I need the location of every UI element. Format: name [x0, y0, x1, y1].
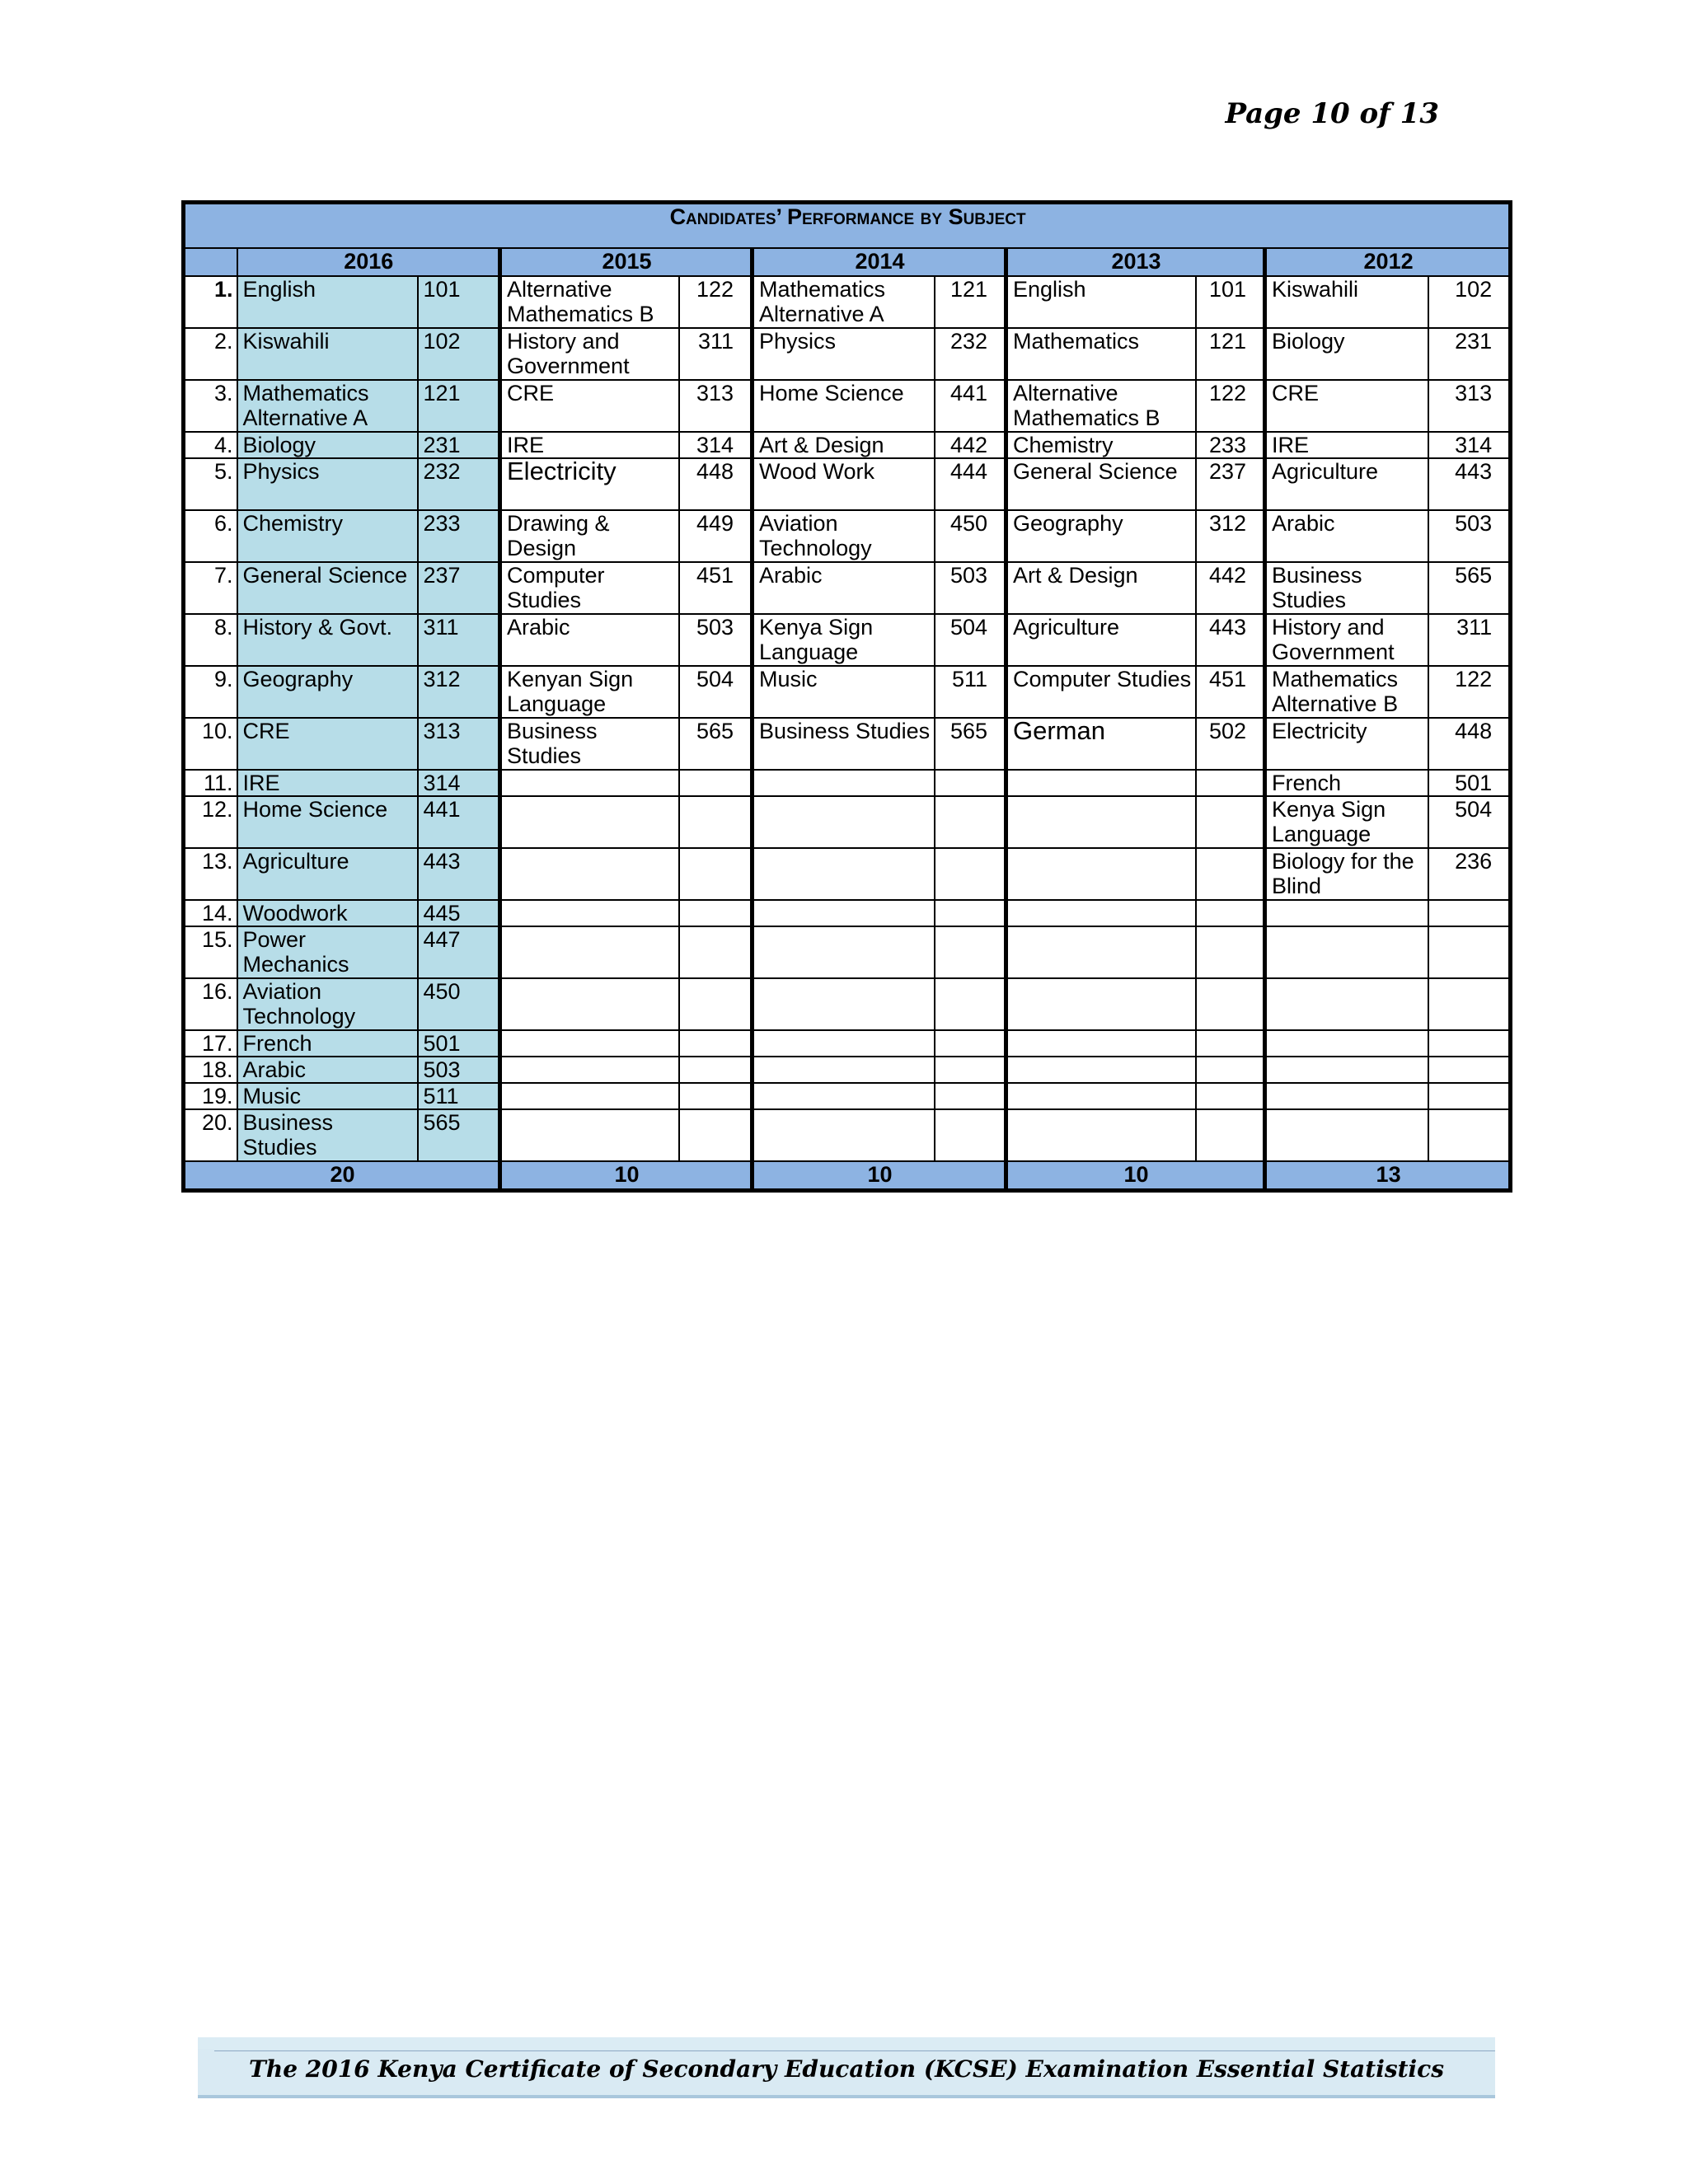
code-2016: 232	[418, 458, 500, 510]
subject-2015	[500, 900, 679, 926]
subject-2013: Chemistry	[1006, 432, 1196, 458]
subject-2015	[500, 848, 679, 900]
code-2014: 442	[935, 432, 1006, 458]
total-2014: 10	[753, 1161, 1006, 1191]
subject-2016: Mathematics Alternative A	[237, 380, 418, 432]
subject-2016: English	[237, 276, 418, 328]
subject-2016: General Science	[237, 562, 418, 614]
subject-2012: Electricity	[1265, 718, 1428, 770]
row-number: 8.	[184, 614, 237, 666]
code-2013	[1196, 1109, 1265, 1161]
subject-2013: Geography	[1006, 510, 1196, 562]
code-2013: 237	[1196, 458, 1265, 510]
code-2015	[679, 848, 753, 900]
table-row	[184, 978, 1511, 1030]
row-number: 12.	[184, 796, 237, 848]
table-row	[184, 1057, 1511, 1083]
code-2012: 501	[1428, 770, 1511, 796]
row-number: 13.	[184, 848, 237, 900]
row-number: 10.	[184, 718, 237, 770]
subject-2016: Aviation Technology	[237, 978, 418, 1030]
subject-2014	[753, 900, 935, 926]
table-title: Candidates’ Performance by Subject	[184, 203, 1511, 249]
subject-2016: Woodwork	[237, 900, 418, 926]
code-2014	[935, 1083, 1006, 1109]
code-2016: 511	[418, 1083, 500, 1109]
table-row	[184, 926, 1511, 978]
subject-2014	[753, 978, 935, 1030]
subject-2012: Kiswahili	[1265, 276, 1428, 328]
code-2016: 447	[418, 926, 500, 978]
code-2013: 233	[1196, 432, 1265, 458]
subject-2015	[500, 978, 679, 1030]
total-2015: 10	[500, 1161, 753, 1191]
row-number: 2.	[184, 328, 237, 380]
code-2016: 314	[418, 770, 500, 796]
code-2015	[679, 926, 753, 978]
code-2012: 504	[1428, 796, 1511, 848]
subject-2016: History & Govt.	[237, 614, 418, 666]
subject-2012	[1265, 1109, 1428, 1161]
subject-2016: French	[237, 1030, 418, 1057]
code-2012: 102	[1428, 276, 1511, 328]
row-number: 15.	[184, 926, 237, 978]
code-2013: 442	[1196, 562, 1265, 614]
subject-2015	[500, 1109, 679, 1161]
code-2014	[935, 900, 1006, 926]
subject-2014	[753, 926, 935, 978]
footer-text: The 2016 Kenya Certificate of Secondary Education (KCSE) Examination Essential Statistics	[249, 2055, 1444, 2083]
subject-2014	[753, 1109, 935, 1161]
table-row	[184, 562, 1511, 614]
subject-2013	[1006, 1057, 1196, 1083]
subject-2014: Art & Design	[753, 432, 935, 458]
table-row	[184, 1030, 1511, 1057]
code-2016: 443	[418, 848, 500, 900]
year-header-2016: 2016	[237, 248, 500, 276]
code-2013: 443	[1196, 614, 1265, 666]
code-2016: 311	[418, 614, 500, 666]
subject-2014: Arabic	[753, 562, 935, 614]
subject-2014	[753, 1030, 935, 1057]
subject-2012: CRE	[1265, 380, 1428, 432]
subject-2013: Agriculture	[1006, 614, 1196, 666]
code-2016: 441	[418, 796, 500, 848]
code-2012	[1428, 1109, 1511, 1161]
subject-2014	[753, 1083, 935, 1109]
code-2013: 502	[1196, 718, 1265, 770]
code-2012	[1428, 1083, 1511, 1109]
subject-2016: Arabic	[237, 1057, 418, 1083]
table-row	[184, 510, 1511, 562]
row-number: 17.	[184, 1030, 237, 1057]
code-2014	[935, 796, 1006, 848]
subject-2015: Computer Studies	[500, 562, 679, 614]
code-2015: 313	[679, 380, 753, 432]
code-2016: 237	[418, 562, 500, 614]
subject-2015: Alternative Mathematics B	[500, 276, 679, 328]
code-2012	[1428, 1030, 1511, 1057]
subject-2013: Alternative Mathematics B	[1006, 380, 1196, 432]
table-row	[184, 1109, 1511, 1161]
subject-2015	[500, 1030, 679, 1057]
code-2014: 450	[935, 510, 1006, 562]
code-2016: 101	[418, 276, 500, 328]
code-2012: 565	[1428, 562, 1511, 614]
subject-2013: English	[1006, 276, 1196, 328]
subject-2015	[500, 1057, 679, 1083]
code-2015	[679, 1109, 753, 1161]
subject-2014	[753, 770, 935, 796]
subject-2014: Aviation Technology	[753, 510, 935, 562]
code-2015: 311	[679, 328, 753, 380]
code-2014: 503	[935, 562, 1006, 614]
table-row	[184, 432, 1511, 458]
subject-2013	[1006, 1030, 1196, 1057]
code-2012: 311	[1428, 614, 1511, 666]
subject-2016: Physics	[237, 458, 418, 510]
subject-2015: CRE	[500, 380, 679, 432]
footer-rule	[214, 2050, 1495, 2051]
subject-2014: Business Studies	[753, 718, 935, 770]
year-header-2012: 2012	[1265, 248, 1511, 276]
subject-2015: Kenyan Sign Language	[500, 666, 679, 718]
code-2015	[679, 900, 753, 926]
row-number: 16.	[184, 978, 237, 1030]
code-2015	[679, 1083, 753, 1109]
code-2012: 503	[1428, 510, 1511, 562]
code-2016: 313	[418, 718, 500, 770]
subject-2015: Arabic	[500, 614, 679, 666]
subject-2013	[1006, 926, 1196, 978]
subject-2012: History and Government	[1265, 614, 1428, 666]
code-2015: 504	[679, 666, 753, 718]
year-header-2014: 2014	[753, 248, 1006, 276]
subject-2012: Mathematics Alternative B	[1265, 666, 1428, 718]
code-2015: 314	[679, 432, 753, 458]
total-2012: 13	[1265, 1161, 1511, 1191]
subject-2012: Business Studies	[1265, 562, 1428, 614]
code-2013: 312	[1196, 510, 1265, 562]
subject-2012: Biology	[1265, 328, 1428, 380]
subject-2014: Mathematics Alternative A	[753, 276, 935, 328]
code-2013	[1196, 848, 1265, 900]
code-2013	[1196, 1030, 1265, 1057]
row-number: 5.	[184, 458, 237, 510]
code-2012: 313	[1428, 380, 1511, 432]
subject-2013	[1006, 978, 1196, 1030]
subject-2012	[1265, 1083, 1428, 1109]
footer-banner	[198, 2037, 1495, 2095]
subject-2014: Home Science	[753, 380, 935, 432]
code-2013	[1196, 926, 1265, 978]
table-row	[184, 614, 1511, 666]
subject-2016: Music	[237, 1083, 418, 1109]
subject-2015: Electricity	[500, 458, 679, 510]
total-2016: 20	[184, 1161, 500, 1191]
code-2012: 122	[1428, 666, 1511, 718]
code-2014: 511	[935, 666, 1006, 718]
table-row	[184, 328, 1511, 380]
code-2013	[1196, 900, 1265, 926]
year-header-2013: 2013	[1006, 248, 1265, 276]
subject-2013	[1006, 1083, 1196, 1109]
code-2015	[679, 1057, 753, 1083]
subject-2012: Agriculture	[1265, 458, 1428, 510]
code-2013	[1196, 1057, 1265, 1083]
table-row	[184, 380, 1511, 432]
code-2012	[1428, 978, 1511, 1030]
code-2014	[935, 1057, 1006, 1083]
code-2012: 448	[1428, 718, 1511, 770]
code-2016: 312	[418, 666, 500, 718]
table-row	[184, 770, 1511, 796]
row-number: 20.	[184, 1109, 237, 1161]
code-2015: 565	[679, 718, 753, 770]
subject-2015	[500, 770, 679, 796]
code-2012	[1428, 900, 1511, 926]
subject-2015	[500, 796, 679, 848]
performance-table	[181, 200, 1512, 1193]
row-number: 9.	[184, 666, 237, 718]
code-2014: 504	[935, 614, 1006, 666]
subject-2015	[500, 926, 679, 978]
code-2015: 122	[679, 276, 753, 328]
code-2015: 449	[679, 510, 753, 562]
code-2014	[935, 978, 1006, 1030]
subject-2015: Business Studies	[500, 718, 679, 770]
code-2016: 233	[418, 510, 500, 562]
code-2014	[935, 1030, 1006, 1057]
code-2014: 444	[935, 458, 1006, 510]
subject-2012: French	[1265, 770, 1428, 796]
subject-2013	[1006, 900, 1196, 926]
subject-2016: Geography	[237, 666, 418, 718]
table-row	[184, 900, 1511, 926]
code-2016: 231	[418, 432, 500, 458]
row-number: 18.	[184, 1057, 237, 1083]
code-2012	[1428, 1057, 1511, 1083]
row-number: 14.	[184, 900, 237, 926]
row-number: 19.	[184, 1083, 237, 1109]
subject-2012: IRE	[1265, 432, 1428, 458]
subject-2015: History and Government	[500, 328, 679, 380]
table-row	[184, 1083, 1511, 1109]
table-row	[184, 718, 1511, 770]
subject-2013: General Science	[1006, 458, 1196, 510]
subject-2013: Mathematics	[1006, 328, 1196, 380]
subject-2013: Art & Design	[1006, 562, 1196, 614]
code-2014: 441	[935, 380, 1006, 432]
code-2012: 236	[1428, 848, 1511, 900]
subject-2013	[1006, 770, 1196, 796]
code-2013: 451	[1196, 666, 1265, 718]
subject-2013: German	[1006, 718, 1196, 770]
code-2016: 445	[418, 900, 500, 926]
subject-2014: Music	[753, 666, 935, 718]
code-2013: 101	[1196, 276, 1265, 328]
subject-2013: Computer Studies	[1006, 666, 1196, 718]
subject-2012	[1265, 926, 1428, 978]
code-2016: 121	[418, 380, 500, 432]
subject-2016: Power Mechanics	[237, 926, 418, 978]
table-row	[184, 458, 1511, 510]
subject-2012: Arabic	[1265, 510, 1428, 562]
row-number: 11.	[184, 770, 237, 796]
total-2013: 10	[1006, 1161, 1265, 1191]
code-2013: 122	[1196, 380, 1265, 432]
subject-2012: Biology for the Blind	[1265, 848, 1428, 900]
code-2015: 451	[679, 562, 753, 614]
code-2014	[935, 926, 1006, 978]
code-2014	[935, 848, 1006, 900]
subject-2012	[1265, 900, 1428, 926]
code-2014	[935, 770, 1006, 796]
subject-2016: Business Studies	[237, 1109, 418, 1161]
code-2015: 448	[679, 458, 753, 510]
code-2015: 503	[679, 614, 753, 666]
subject-2015: IRE	[500, 432, 679, 458]
table-row	[184, 666, 1511, 718]
subject-2015: Drawing & Design	[500, 510, 679, 562]
subject-2016: IRE	[237, 770, 418, 796]
code-2016: 501	[418, 1030, 500, 1057]
subject-2016: Agriculture	[237, 848, 418, 900]
row-number: 4.	[184, 432, 237, 458]
subject-2016: Chemistry	[237, 510, 418, 562]
subject-2016: CRE	[237, 718, 418, 770]
code-2014: 565	[935, 718, 1006, 770]
code-2013	[1196, 1083, 1265, 1109]
code-2016: 565	[418, 1109, 500, 1161]
code-2013	[1196, 770, 1265, 796]
table-row	[184, 848, 1511, 900]
index-header	[184, 248, 237, 276]
code-2012	[1428, 926, 1511, 978]
code-2013	[1196, 796, 1265, 848]
year-header-2015: 2015	[500, 248, 753, 276]
code-2014: 232	[935, 328, 1006, 380]
table-row	[184, 796, 1511, 848]
subject-2014	[753, 1057, 935, 1083]
subject-2016: Kiswahili	[237, 328, 418, 380]
page-number: Page 10 of 13	[1225, 97, 1439, 130]
code-2012: 231	[1428, 328, 1511, 380]
subject-2014: Physics	[753, 328, 935, 380]
code-2016: 503	[418, 1057, 500, 1083]
subject-2015	[500, 1083, 679, 1109]
subject-2016: Home Science	[237, 796, 418, 848]
code-2015	[679, 1030, 753, 1057]
subject-2012	[1265, 978, 1428, 1030]
subject-2014	[753, 848, 935, 900]
subject-2016: Biology	[237, 432, 418, 458]
code-2015	[679, 978, 753, 1030]
code-2016: 102	[418, 328, 500, 380]
code-2013: 121	[1196, 328, 1265, 380]
subject-2012: Kenya Sign Language	[1265, 796, 1428, 848]
table-row	[184, 276, 1511, 328]
subject-2014: Kenya Sign Language	[753, 614, 935, 666]
code-2014: 121	[935, 276, 1006, 328]
row-number: 3.	[184, 380, 237, 432]
subject-2012	[1265, 1030, 1428, 1057]
code-2012: 443	[1428, 458, 1511, 510]
code-2015	[679, 796, 753, 848]
code-2012: 314	[1428, 432, 1511, 458]
subject-2013	[1006, 848, 1196, 900]
row-number: 1.	[184, 276, 237, 328]
subject-2012	[1265, 1057, 1428, 1083]
subject-2013	[1006, 1109, 1196, 1161]
subject-2013	[1006, 796, 1196, 848]
code-2015	[679, 770, 753, 796]
code-2016: 450	[418, 978, 500, 1030]
row-number: 6.	[184, 510, 237, 562]
code-2014	[935, 1109, 1006, 1161]
subject-2014	[753, 796, 935, 848]
row-number: 7.	[184, 562, 237, 614]
code-2013	[1196, 978, 1265, 1030]
footer-underline	[198, 2095, 1495, 2098]
subject-2014: Wood Work	[753, 458, 935, 510]
